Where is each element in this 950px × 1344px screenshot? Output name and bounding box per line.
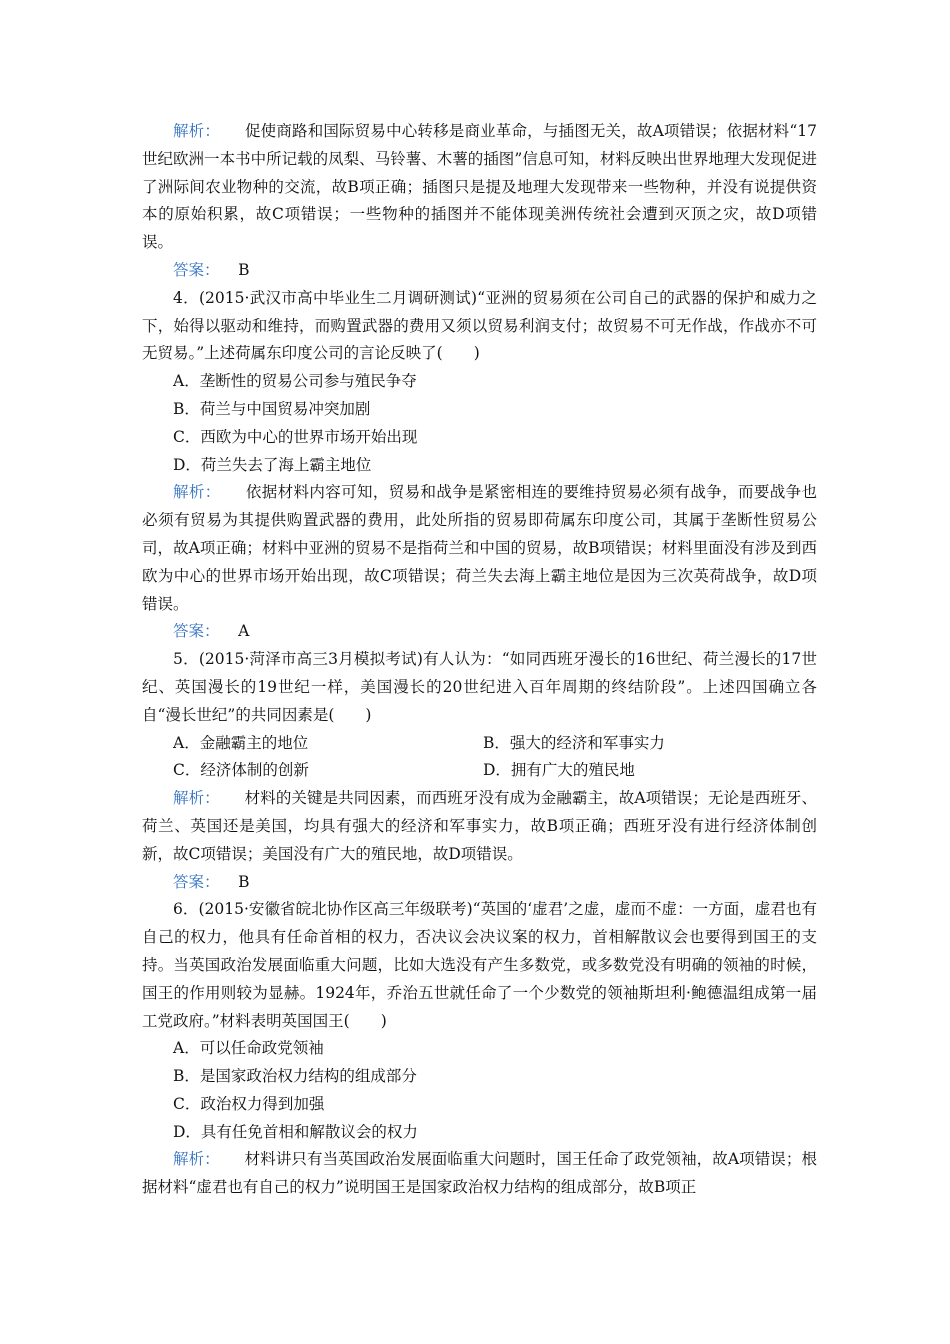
analysis-label: 解析： <box>173 1150 220 1169</box>
q4-option-c: C．西欧为中心的世界市场开始出现 <box>173 427 418 446</box>
q3-analysis <box>142 118 817 257</box>
q6-option-b: B．是国家政治权力结构的组成部分 <box>173 1067 417 1086</box>
q5-answer-value: B <box>238 872 250 891</box>
q4-analysis <box>142 479 817 618</box>
q4-answer-value: A <box>238 622 250 641</box>
q5-analysis <box>142 785 817 868</box>
q6-option-d: D．具有任免首相和解散议会的权力 <box>173 1122 418 1141</box>
q5-options-row-2 <box>142 757 817 785</box>
answer-label: 答案： <box>173 872 220 891</box>
q3-analysis-text: 促使商路和国际贸易中心转移是商业革命，与插图无关，故A项错误；依据材料“17世纪欧洲一本书中所记载的凤梨、马铃薯、木薯的插图”信息可知，材料反映出世界地理大发现促进了洲际间农业物种的交流，故B项正确；插图只是提及地理大发现带来一些物种，并没有说提供资本的原始积累，故C项错误；一些物种的插图并不能体现美洲传统社会遭到灭顶之灾，故D项错误。 <box>142 122 817 252</box>
q6-analysis-text: 材料讲只有当英国政治发展面临重大问题时，国王任命了政党领袖，故A项错误；根据材料“虚君也有自己的权力”说明国王是国家政治权力结构的组成部分，故B项正 <box>142 1150 817 1197</box>
answer-label: 答案： <box>173 622 220 641</box>
q5-stem: 5．(2015·菏泽市高三3月模拟考试)有人认为：“如同西班牙漫长的16世纪、荷兰漫长的17世纪、英国漫长的19世纪一样，美国漫长的20世纪进入百年周期的终结阶段”。上述四国确立各自“漫长世纪”的共同因素是( ) <box>142 650 817 724</box>
analysis-label: 解析： <box>173 122 221 140</box>
q5-option-c: C．经济体制的创新 <box>173 761 309 780</box>
q6-option-a: A．可以任命政党领袖 <box>173 1039 324 1058</box>
q5-analysis-text: 材料的关键是共同因素，而西班牙没有成为金融霸主，故A项错误；无论是西班牙、荷兰、英国还是美国，均具有强大的经济和军事实力，故B项正确；西班牙没有进行经济体制创新，故C项错误；美国没有广大的殖民地，故D项错误。 <box>142 789 817 863</box>
document-body <box>142 118 817 1202</box>
q3-answer-value: B <box>238 260 250 279</box>
q4-answer <box>142 618 817 646</box>
q5-option-a: A．金融霸主的地位 <box>173 733 309 752</box>
q5-option-d: D．拥有广大的殖民地 <box>483 761 635 780</box>
q5-option-b: B．强大的经济和军事实力 <box>483 733 665 752</box>
q4-option-d: D．荷兰失去了海上霸主地位 <box>173 455 372 474</box>
answer-label: 答案： <box>173 260 220 279</box>
q4-option-b: B．荷兰与中国贸易冲突加剧 <box>173 399 371 418</box>
q4-option-a: A．垄断性的贸易公司参与殖民争夺 <box>173 372 417 391</box>
analysis-label: 解析： <box>173 483 221 502</box>
q5-options-row-1 <box>142 730 817 758</box>
q6-option-c: C．政治权力得到加强 <box>173 1094 325 1113</box>
q6-analysis <box>142 1146 817 1202</box>
q4-analysis-text: 依据材料内容可知，贸易和战争是紧密相连的要维持贸易必须有战争，而要战争也必须有贸易为其提供购置武器的费用，此处所指的贸易即荷属东印度公司，其属于垄断性贸易公司，故A项正确；材料中亚洲的贸易不是指荷兰和中国的贸易，故B项错误；材料里面没有涉及到西欧为中心的世界市场开始出现，故C项错误；荷兰失去海上霸主地位是因为三次英荷战争，故D项错误。 <box>142 483 817 613</box>
q3-answer <box>142 257 817 285</box>
q6-stem: 6．(2015·安徽省皖北协作区高三年级联考)“英国的‘虚君’之虚，虚而不虚：一方面，虚君也有自己的权力，他具有任命首相的权力，否决议会决议案的权力，首相解散议会也要得到国王的支持。当英国政治发展面临重大问题，比如大选没有产生多数党，或多数党没有明确的领袖的时候，国王的作用则较为显赫。1924年，乔治五世就任命了一个少数党的领袖斯坦利·鲍德温组成第一届工党政府。”材料表明英国国王( ) <box>142 900 817 1030</box>
analysis-label: 解析： <box>173 789 220 808</box>
q4-stem: 4．(2015·武汉市高中毕业生二月调研测试)“亚洲的贸易须在公司自己的武器的保护和威力之下，始得以驱动和维持，而购置武器的费用又须以贸易利润支付；故贸易不可无作战，作战亦不可无贸易。”上述荷属东印度公司的言论反映了( ) <box>142 288 817 363</box>
q5-answer <box>142 869 817 897</box>
